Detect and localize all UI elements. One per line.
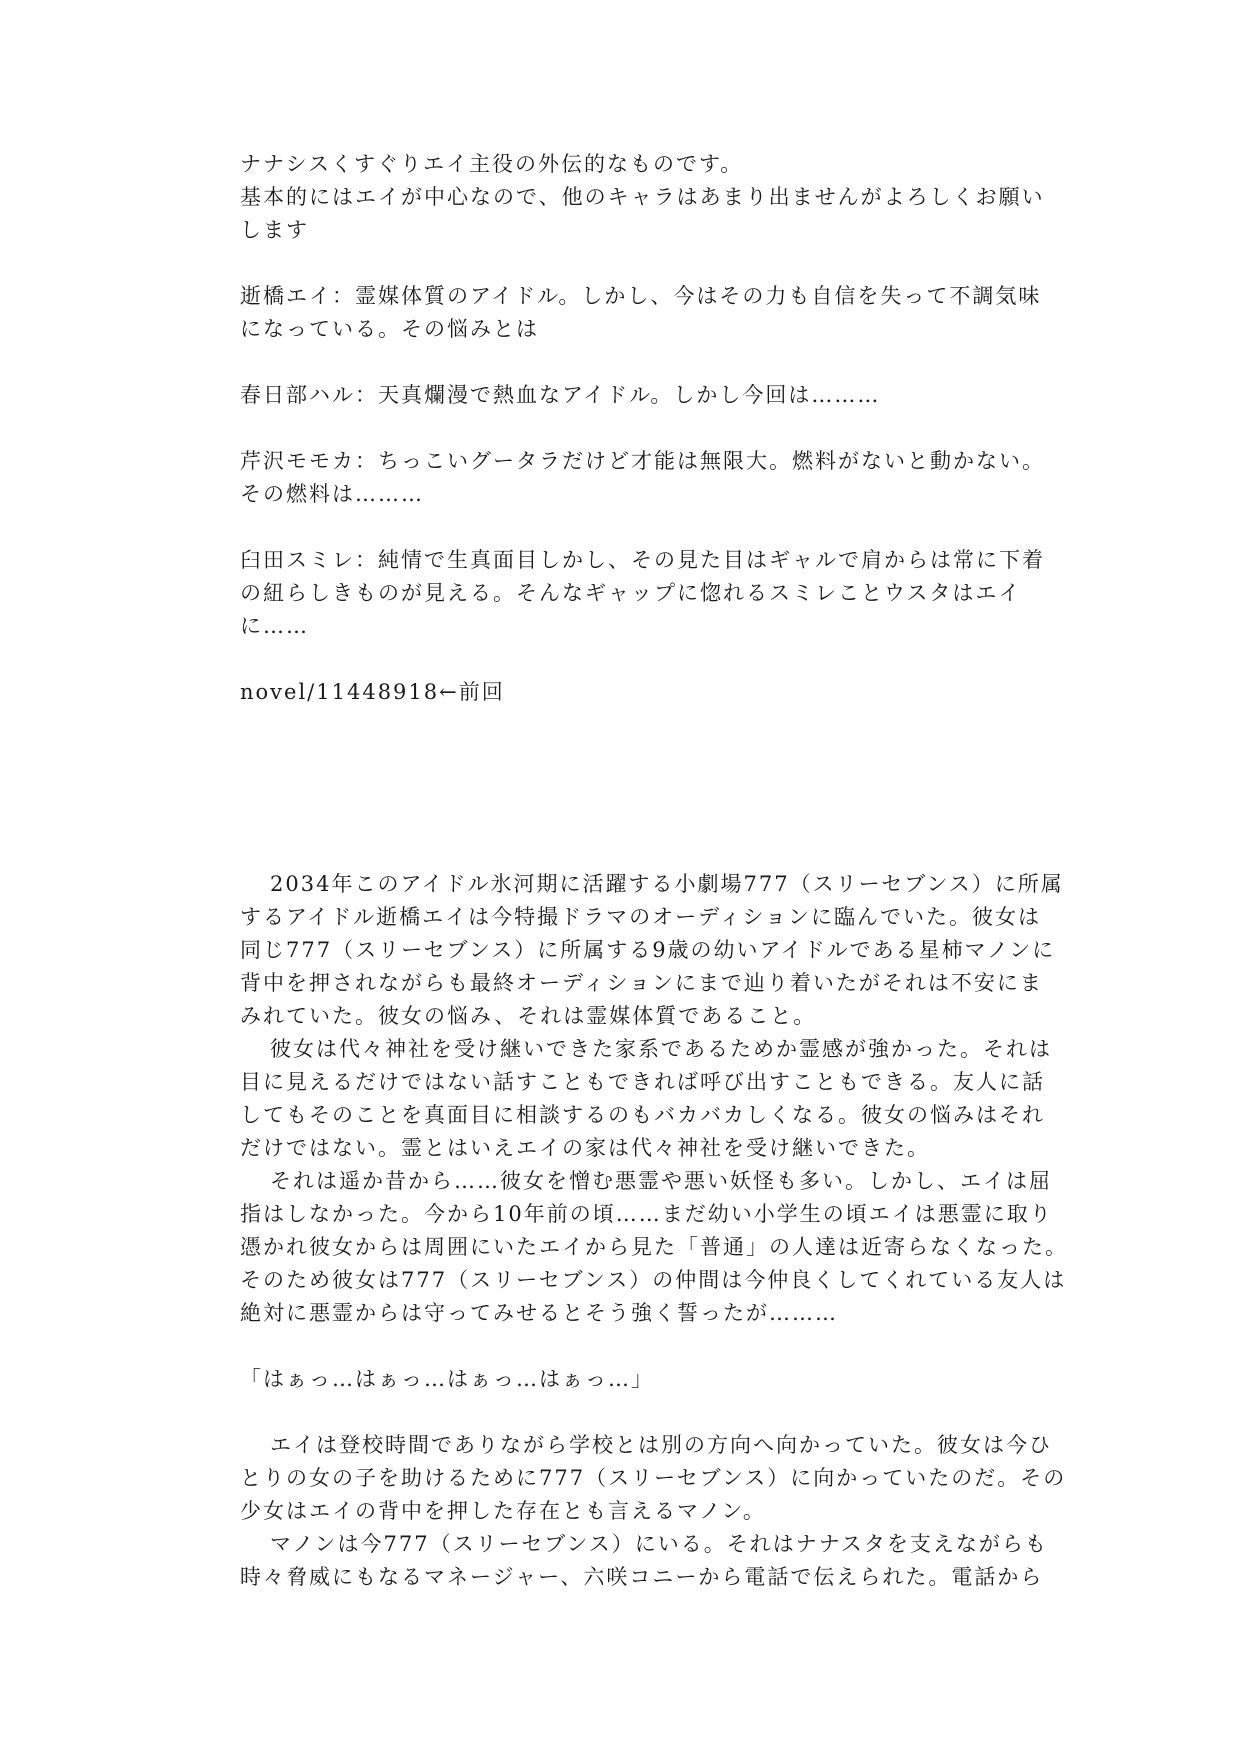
character-momoka-line: その燃料は………: [240, 482, 424, 506]
story-line: 背中を押されながらも最終オーディションにまで辿り着いたがそれは不安にま: [240, 971, 1043, 995]
character-sumire-line: の紐らしきものが見える。そんなギャップに惚れるスミレことウスタはエイ: [240, 581, 1022, 605]
story-line: とりの女の子を助けるために777（スリーセブンス）に向かっていたのだ。その: [240, 1466, 1067, 1490]
blank-line: [240, 346, 1010, 379]
blank-line: [240, 511, 1010, 544]
intro-line: 基本的にはエイが中心なので、他のキャラはあまり出ませんがよろしくお願い: [240, 185, 1045, 209]
story-line: 目に見えるだけではない話すこともできれば呼び出すこともできる。友人に話: [240, 1070, 1045, 1094]
intro-line: ナナシスくすぐりエイ主役の外伝的なものです。: [240, 152, 744, 176]
story-line: 時々脅威にもなるマネージャー、六咲コニーから電話で伝えられた。電話から: [240, 1565, 1044, 1589]
blank-line: [240, 1330, 1010, 1363]
story-line: するアイドル逝橋エイは今特撮ドラマのオーディションに臨んでいた。彼女は: [240, 905, 1042, 929]
story-line: 2034年このアイドル氷河期に活躍する小劇場777（スリーセブンス）に所属: [270, 872, 1064, 896]
story-line: エイは登校時間でありながら学校とは別の方向へ向かっていた。彼女は今ひ: [270, 1433, 1052, 1457]
story-line: 指はしなかった。今から10年前の頃……まだ幼い小学生の頃エイは悪霊に取り: [240, 1202, 1053, 1226]
character-eru-line: になっている。その悩みとは: [240, 317, 539, 341]
intro-line: します: [240, 218, 309, 242]
story-line: みれていた。彼女の悩み、それは霊媒体質であること。: [240, 1004, 817, 1028]
previous-novel-link[interactable]: novel/11448918←前回: [240, 680, 505, 704]
story-line: だけではない。霊とはいえエイの家は代々神社を受け継いできた。: [240, 1136, 930, 1160]
character-sumire-line: に……: [240, 614, 309, 638]
story-line: 彼女は代々神社を受け継いできた家系であるためか霊感が強かった。それは: [270, 1037, 1052, 1061]
story-line: 絶対に悪霊からは守ってみせるとそう強く誓ったが………: [240, 1301, 838, 1325]
story-line: そのため彼女は777（スリーセブンス）の仲間は今仲良くしてくれている友人は: [240, 1268, 1067, 1292]
blank-line: [240, 643, 1010, 676]
blank-line: [240, 247, 1010, 280]
dialogue-line: 「はぁっ…はぁっ…はぁっ…はぁっ…」: [240, 1367, 654, 1391]
story-line: 憑かれ彼女からは周囲にいたエイから見た「普通」の人達は近寄らなくなった。: [240, 1235, 1068, 1259]
intro-section: [240, 148, 1045, 709]
character-haru-line: 春日部ハル：天真爛漫で熱血なアイドル。しかし今回は………: [240, 383, 881, 407]
story-line: 少女はエイの背中を押した存在とも言えるマノン。: [240, 1499, 766, 1523]
character-momoka-line: 芹沢モモカ：ちっこいグータラだけど才能は無限大。燃料がないと動かない。: [240, 449, 1045, 473]
character-sumire-line: 臼田スミレ：純情で生真面目しかし、その見た目はギャルで肩からは常に下着: [240, 548, 1045, 572]
story-line: それは遥か昔から……彼女を憎む悪霊や悪い妖怪も多い。しかし、エイは屈: [270, 1169, 1052, 1193]
character-eru-line: 逝橋エイ：霊媒体質のアイドル。しかし、今はその力も自信を失って不調気味: [240, 284, 1042, 308]
story-line: 同じ777（スリーセブンス）に所属する9歳の幼いアイドルである星柿マノンに: [240, 938, 1056, 962]
story-section: [240, 868, 1068, 1594]
story-line: マノンは今777（スリーセブンス）にいる。それはナナスタを支えながらも: [270, 1532, 1048, 1556]
story-line: してもそのことを真面目に相談するのもバカバカしくなる。彼女の悩みはそれ: [240, 1103, 1045, 1127]
blank-line: [240, 412, 1010, 445]
blank-line: [240, 1396, 1010, 1429]
